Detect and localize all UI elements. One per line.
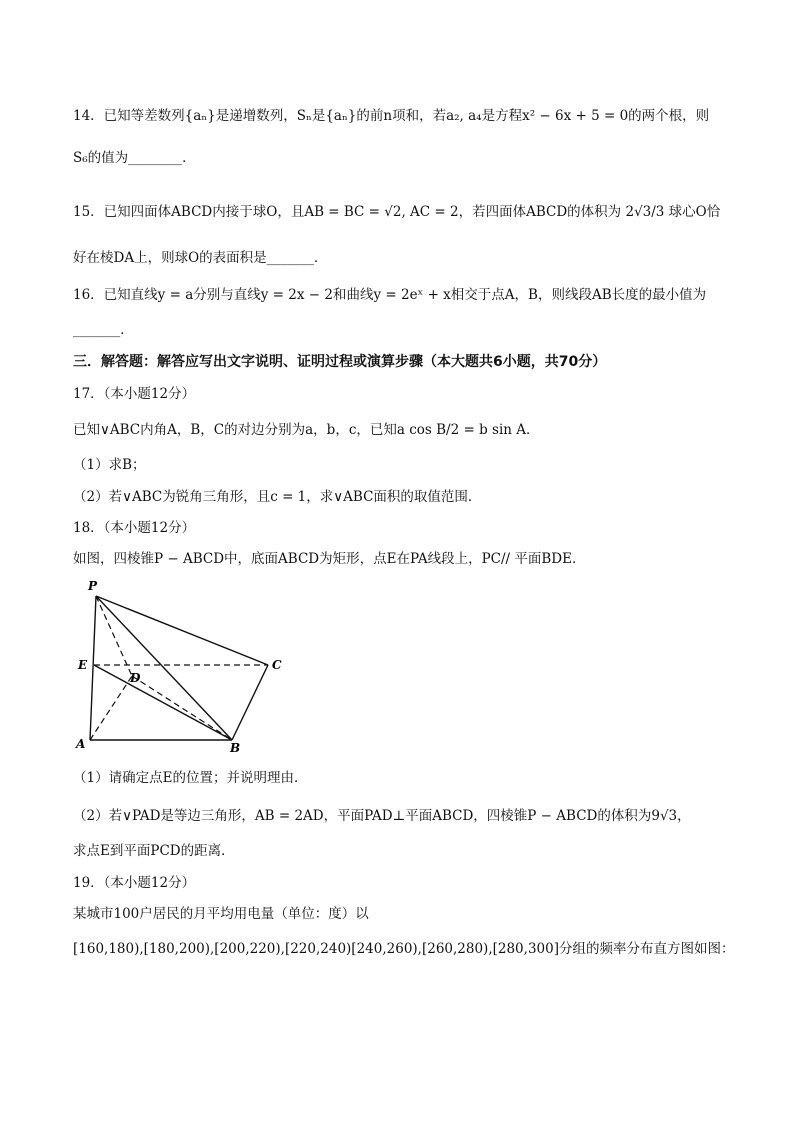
problem-19-intervals: [160,180),[180,200),[200,220),[220,240)[240,260),[260,280),[280,300]分组的频率分布直方图如图： bbox=[73, 941, 735, 957]
problem-17-title: 17．（本小题12分） bbox=[73, 386, 196, 402]
label-p: P bbox=[88, 579, 98, 593]
problem-16-line1: 16．已知直线y = a分别与直线y = 2x − 2和曲线y = 2eˣ + x相交于点A，B，则线段AB长度的最小值为 bbox=[73, 287, 707, 303]
problem-18-title: 18．（本小题12分） bbox=[73, 520, 196, 536]
problem-18-part1: （1）请确定点E的位置；并说明理由． bbox=[73, 770, 308, 786]
problem-14-line2: S₆的值为________． bbox=[73, 150, 196, 166]
label-b: B bbox=[230, 741, 241, 755]
label-e: E bbox=[78, 658, 88, 672]
problem-18-part2-line2: 求点E到平面PCD的距离． bbox=[73, 843, 235, 859]
problem-15-line2: 好在棱DA上，则球O的表面积是_______． bbox=[73, 250, 328, 266]
problem-19-title: 19．（本小题12分） bbox=[73, 875, 196, 891]
label-c: C bbox=[272, 658, 282, 672]
problem-14-line1: 14．已知等差数列{aₙ}是递增数列，Sₙ是{aₙ}的前n项和，若a₂, a₄是方程x² − 6x + 5 = 0的两个根，则 bbox=[73, 108, 710, 124]
problem-17-part1: （1）求B； bbox=[73, 457, 146, 473]
problem-19-statement: 某城市100户居民的月平均用电量（单位：度）以 bbox=[73, 906, 369, 922]
section-heading: 三．解答题：解答应写出文字说明、证明过程或演算步骤（本大题共6小题，共70分） bbox=[73, 354, 607, 370]
problem-17-statement: 已知∨ABC内角A，B，C的对边分别为a，b，c，已知a cos B/2 = b sin A． bbox=[73, 422, 540, 438]
problem-15-line1: 15．已知四面体ABCD内接于球O，且AB = BC = √2, AC = 2，若四面体ABCD的体积为 2√3/3 球心O恰 bbox=[73, 204, 721, 220]
pyramid-figure bbox=[72, 576, 288, 756]
problem-18-part2-line1: （2）若∨PAD是等边三角形，AB = 2AD，平面PAD⊥平面ABCD，四棱锥P − ABCD的体积为9√3， bbox=[73, 808, 691, 824]
problem-17-part2: （2）若∨ABC为锐角三角形，且c = 1，求∨ABC面积的取值范围． bbox=[73, 489, 482, 505]
problem-16-line2: _______． bbox=[73, 322, 134, 338]
label-a: A bbox=[76, 737, 86, 751]
label-d: D bbox=[130, 671, 141, 685]
problem-18-statement: 如图，四棱锥P − ABCD中，底面ABCD为矩形，点E在PA线段上，PC// 平面BDE． bbox=[73, 551, 586, 567]
